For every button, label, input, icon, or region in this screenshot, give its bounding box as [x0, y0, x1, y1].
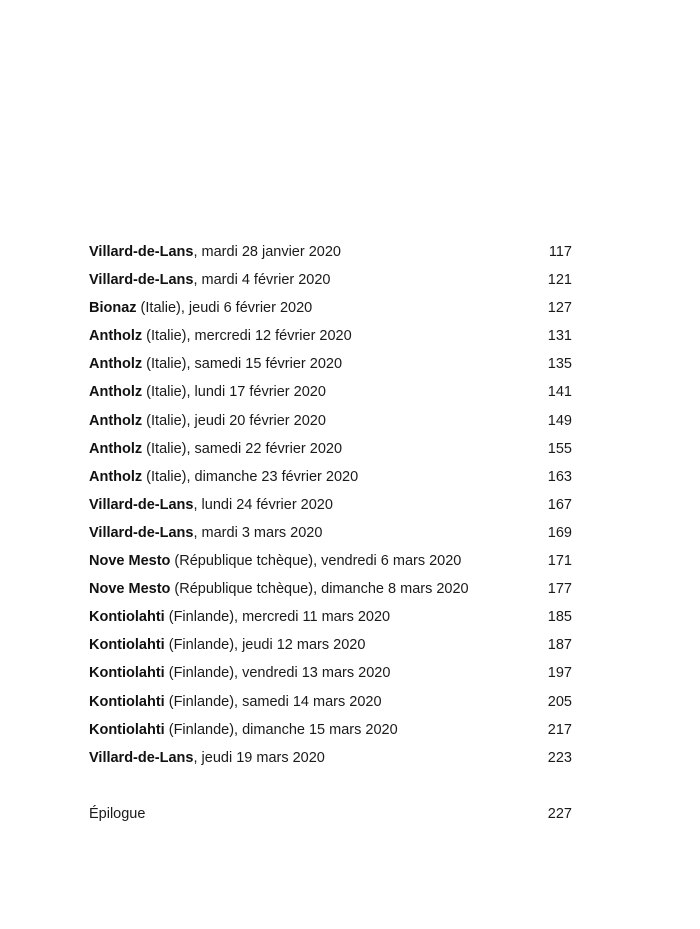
toc-entry-page: 169 [547, 524, 572, 541]
toc-entry-page: 117 [548, 244, 572, 260]
toc-entry [89, 266, 572, 294]
toc-entry-page: 177 [547, 581, 572, 598]
toc-entry-place: Antholz [89, 468, 143, 485]
toc-entry-page: 163 [547, 468, 572, 485]
toc-entry-page: 167 [547, 496, 572, 513]
toc-entry-page: 149 [547, 412, 572, 429]
toc-entry-title [89, 294, 312, 322]
toc-entry [89, 294, 572, 322]
toc-entry-title [89, 378, 326, 406]
toc-entry-page: 185 [547, 609, 572, 626]
toc-entry-title [89, 603, 390, 631]
toc-entry-title [89, 322, 352, 350]
toc-entry-place: Villard-de-Lans [89, 272, 194, 289]
toc-entry-title [89, 575, 469, 603]
toc-entry-title [89, 266, 331, 294]
toc-entry-place: Antholz [89, 440, 143, 457]
toc-entry-place: Villard-de-Lans [89, 244, 194, 260]
toc-entry-detail: (Italie), dimanche 23 février 2020 [142, 468, 359, 485]
toc-entry-detail: (Italie), lundi 17 février 2020 [142, 384, 326, 401]
toc-entry-detail: , mardi 4 février 2020 [193, 272, 331, 289]
toc-entry-place: Villard-de-Lans [89, 496, 194, 513]
toc-entry-title [89, 491, 333, 519]
toc-entry [89, 688, 572, 716]
toc-entry-page: 131 [547, 328, 572, 345]
toc-entry-detail: (Italie), mercredi 12 février 2020 [142, 328, 352, 345]
toc-entry-place: Kontiolahti [89, 693, 165, 710]
toc-entry [89, 378, 572, 406]
toc-entry-place: Bionaz [89, 300, 137, 317]
toc-entry [89, 716, 572, 744]
toc-entry [89, 631, 572, 659]
toc-entry [89, 322, 572, 350]
toc-entry-title [89, 350, 342, 378]
toc-entry-page: 127 [547, 300, 572, 317]
toc-entry [89, 491, 572, 519]
toc-entry-place: Kontiolahti [89, 665, 165, 682]
toc-entry-place: Villard-de-Lans [89, 524, 194, 541]
toc-entry-place: Antholz [89, 384, 143, 401]
toc-entry-title [89, 519, 322, 547]
toc-entry-page: 171 [547, 553, 572, 570]
toc-entry-place: Antholz [89, 412, 143, 429]
toc-entry [89, 575, 572, 603]
toc-entry-page: 205 [547, 693, 572, 710]
toc-entry [89, 744, 572, 772]
toc-epilogue [89, 800, 572, 828]
toc-entry-place: Kontiolahti [89, 721, 165, 738]
toc-entry [89, 547, 572, 575]
toc-entry-page: 187 [547, 637, 572, 654]
toc-entry-detail: , mardi 3 mars 2020 [193, 524, 323, 541]
toc-entry [89, 463, 572, 491]
toc-entry-place: Nove Mesto [89, 581, 171, 598]
toc-entry-place: Nove Mesto [89, 553, 171, 570]
toc-entry-detail: , jeudi 19 mars 2020 [193, 749, 325, 766]
toc-entry-title [89, 547, 461, 575]
toc-entry-detail: (Finlande), vendredi 13 mars 2020 [164, 665, 391, 682]
toc-entry-detail: (Finlande), mercredi 11 mars 2020 [164, 609, 391, 626]
toc-entry-title [89, 435, 342, 463]
toc-entry-detail: (République tchèque), vendredi 6 mars 2020 [170, 553, 462, 570]
toc-entry [89, 435, 572, 463]
toc-entry [89, 238, 572, 266]
toc-entry-place: Kontiolahti [89, 609, 165, 626]
toc-entry-place: Villard-de-Lans [89, 749, 194, 766]
toc-entry-detail: , mardi 28 janvier 2020 [193, 244, 341, 260]
toc-entry-page: 155 [547, 440, 572, 457]
toc-entry-detail: (Italie), samedi 15 février 2020 [142, 356, 343, 373]
toc-entry-detail: (Italie), jeudi 6 février 2020 [136, 300, 313, 317]
toc-entry-title [89, 688, 382, 716]
table-of-contents [89, 238, 572, 772]
toc-entry-title [89, 744, 325, 772]
toc-entry-detail: (Italie), samedi 22 février 2020 [142, 440, 343, 457]
epilogue-label: Épilogue [89, 806, 146, 822]
toc-entry-place: Antholz [89, 328, 143, 345]
toc-entry [89, 603, 572, 631]
toc-entry-title [89, 659, 390, 687]
toc-entry-page: 197 [547, 665, 572, 682]
toc-entry-place: Antholz [89, 356, 143, 373]
toc-entry-detail: (République tchèque), dimanche 8 mars 2020 [170, 581, 469, 598]
toc-entry-title [89, 463, 358, 491]
toc-entry-page: 217 [547, 721, 572, 738]
toc-entry-page: 223 [547, 749, 572, 766]
toc-entry-detail: (Finlande), jeudi 12 mars 2020 [164, 637, 366, 654]
toc-entry [89, 659, 572, 687]
toc-entry-detail: (Finlande), dimanche 15 mars 2020 [164, 721, 398, 738]
toc-entry [89, 519, 572, 547]
toc-entry-page: 135 [547, 356, 572, 373]
toc-entry-detail: , lundi 24 février 2020 [193, 496, 333, 513]
toc-entry-detail: (Italie), jeudi 20 février 2020 [142, 412, 326, 429]
toc-entry-title [89, 238, 341, 266]
toc-entry-title [89, 631, 365, 659]
epilogue-page: 227 [547, 806, 572, 822]
toc-entry-title [89, 716, 398, 744]
toc-entry-page: 121 [547, 272, 572, 289]
toc-entry-detail: (Finlande), samedi 14 mars 2020 [164, 693, 382, 710]
toc-entry-place: Kontiolahti [89, 637, 165, 654]
toc-entry-page: 141 [547, 384, 572, 401]
toc-entry-title [89, 407, 326, 435]
toc-entry [89, 407, 572, 435]
toc-entry [89, 350, 572, 378]
